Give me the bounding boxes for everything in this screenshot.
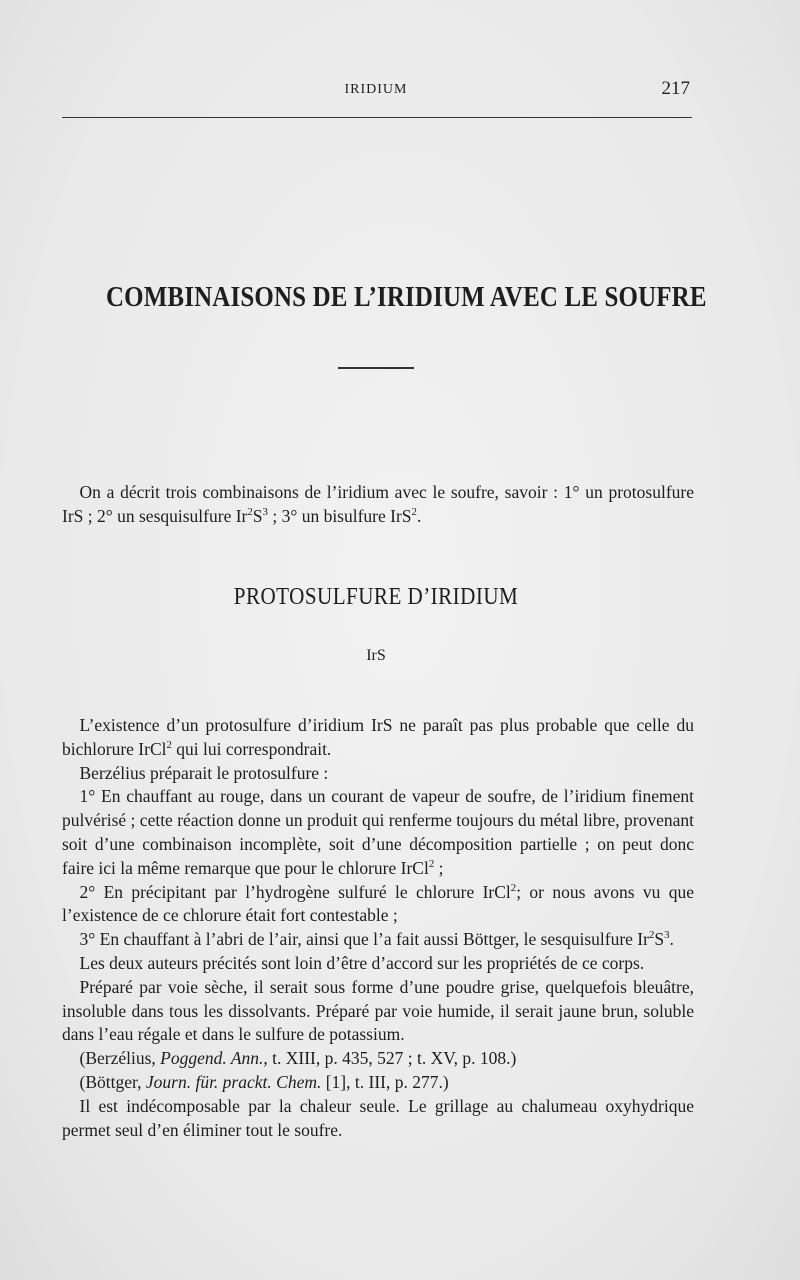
paragraph: Préparé par voie sèche, il serait sous forme d’une poudre grise, quelquefois bleuâtre, insoluble dans tous les dissolvants. Préparé par voie humide, il serait jaune brun, soluble dans l’eau régale et dans le sulfure de potassium.: [62, 976, 694, 1045]
reference: (Berzélius, Poggend. Ann., t. XIII, p. 435, 527 ; t. XV, p. 108.): [79, 1048, 517, 1069]
header-rule: [62, 117, 692, 118]
title-divider: [338, 367, 414, 369]
paragraph: Il est indécomposable par la chaleur seule. Le grillage au chalumeau oxyhydrique permet seul d’en éliminer tout le soufre.: [62, 1095, 694, 1140]
paragraph: 1° En chauffant au rouge, dans un courant de vapeur de soufre, de l’iridium finement pulvérisé ; cette réaction donne un produit qui renferme toujours du métal libre, provenant soit d’une combinaison incomplète, soit d’une décomposition partielle ; on peut donc faire ici la même remarque que pour le chlorure IrCl$^2$ ;: [62, 786, 694, 878]
running-head-title: IRIDIUM: [344, 82, 408, 97]
section-formula: IrS: [366, 647, 386, 664]
intro-paragraph: [62, 481, 694, 529]
paragraph: L’existence d’un protosulfure d’iridium IrS ne paraît pas plus probable que celle du bichlorure IrCl$^2$ qui lui correspondrait.: [62, 715, 694, 759]
paragraph: 2° En précipitant par l’hydrogène sulfuré le chlorure IrCl$^2$; or nous avons vu que l’existence de ce chlorure était fort contestable ;: [62, 881, 694, 926]
paragraph: 3° En chauffant à l’abri de l’air, ainsi que l’a fait aussi Böttger, le sesquisulfure $Ir^2S^3$.: [79, 929, 674, 950]
running-head: [62, 78, 690, 108]
chapter-title: COMBINAISONS DE L’IRIDIUM AVEC LE SOUFRE: [105, 281, 707, 313]
section-body: [62, 714, 694, 1142]
section-title: PROTOSULFURE D’IRIDIUM: [233, 584, 519, 610]
intro-text: On a décrit trois combinaisons de l’iridium avec le soufre, savoir : 1° un protosulfure IrS ; 2° un sesquisulfure $Ir^2S^3$ ; 3° un bisulfure IrS$^2$.: [62, 482, 694, 526]
reference: (Böttger, Journ. für. prackt. Chem. [1], t. III, p. 277.): [79, 1071, 449, 1092]
page-number: 217: [661, 78, 690, 99]
paragraph: Les deux auteurs précités sont loin d’être d’accord sur les propriétés de ce corps.: [79, 952, 645, 973]
paragraph: Berzélius préparait le protosulfure :: [79, 762, 329, 783]
